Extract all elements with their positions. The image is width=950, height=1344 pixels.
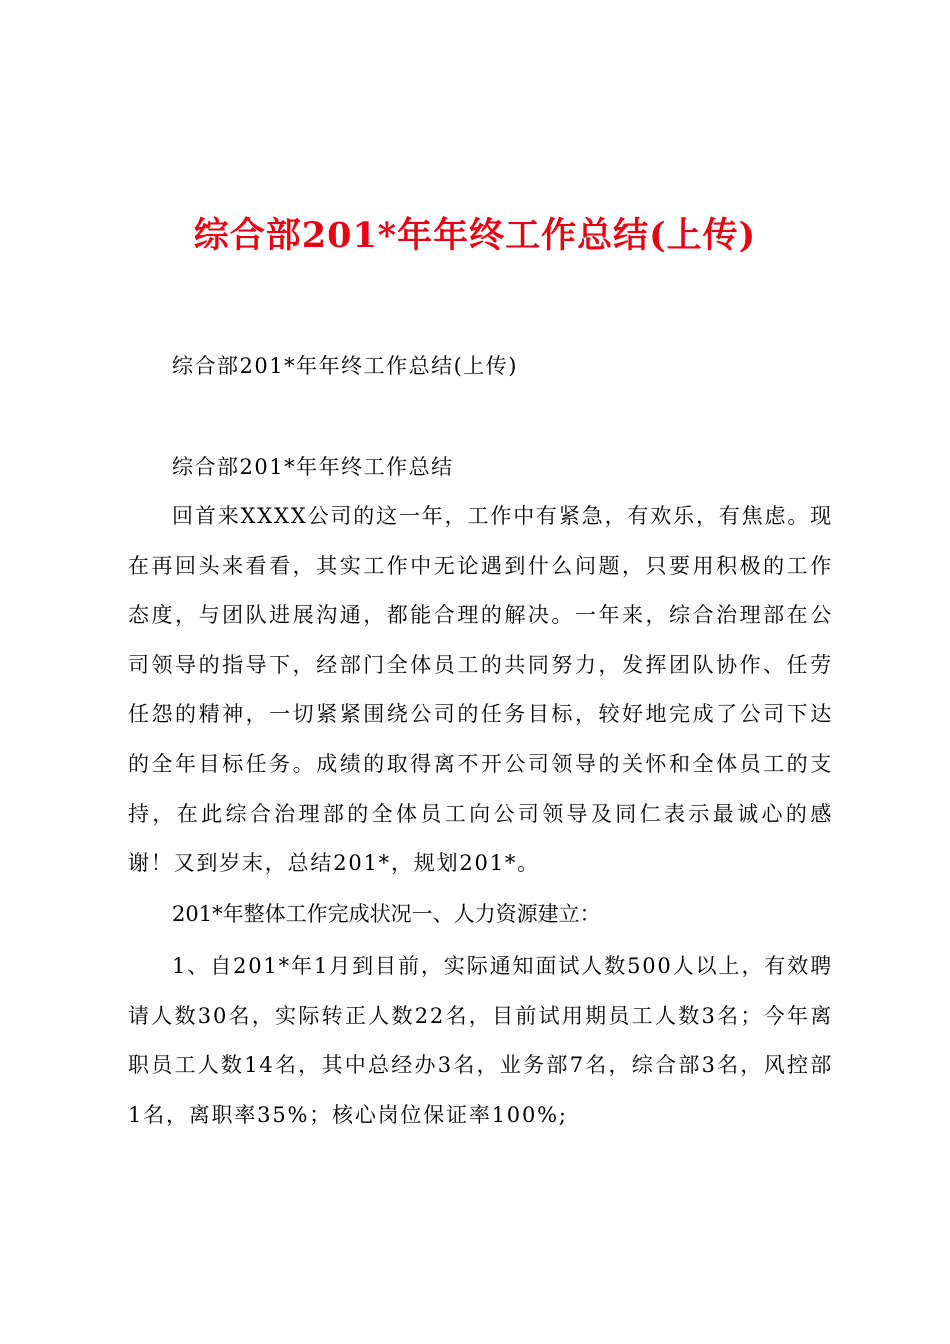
body-paragraph-hr: 1、自201*年1月到目前，实际通知面试人数500人以上，有效聘请人数30名，实际转正人数22名，目前试用期员工人数3名；今年离职员工人数14名，其中总经办3名，业务部7名，综合部3名，风控部1名，离职率35%；核心岗位保证率100%; [128,954,833,1127]
document-title: 综合部201*年年终工作总结(上传) [193,215,757,256]
document-subtitle: 综合部201*年年终工作总结(上传) [172,354,518,378]
section-heading: 综合部201*年年终工作总结 [172,455,454,479]
body-paragraph-overview: 201*年整体工作完成状况一、人力资源建立： [172,902,601,926]
body-paragraph-intro: 回首来XXXX公司的这一年，工作中有紧急，有欢乐，有焦虑。现在再回头来看看，其实工作中无论遇到什么问题，只要用积极的工作态度，与团队进展沟通，都能合理的解决。一年来，综合治理部在公司领导的指导下，经部门全体员工的共同努力，发挥团队协作、任劳任怨的精神，一切紧紧围绕公司的任务目标，较好地完成了公司下达的全年目标任务。成绩的取得离不开公司领导的关怀和全体员工的支持，在此综合治理部的全体员工向公司领导及同仁表示最诚心的感谢！又到岁末，总结201*，规划201*。 [128,504,833,876]
